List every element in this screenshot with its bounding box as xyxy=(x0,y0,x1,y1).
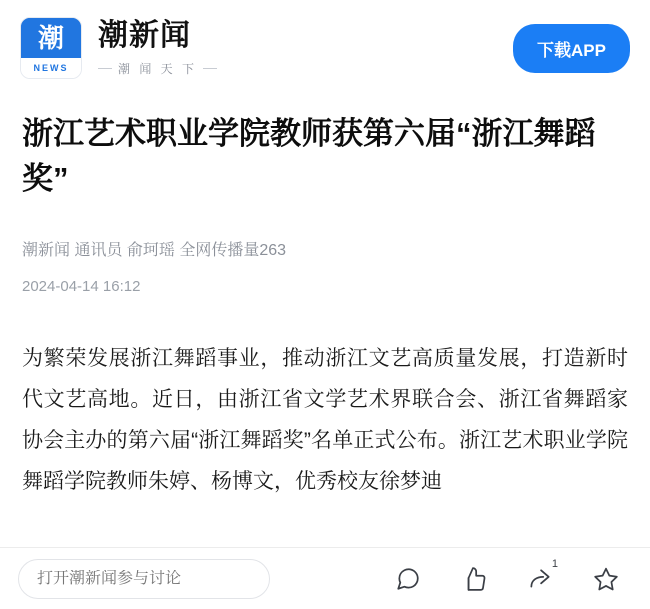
chao-news-logo[interactable] xyxy=(20,17,82,79)
bottom-action-bar xyxy=(0,547,650,609)
page-title: 浙江艺术职业学院教师获第六届“浙江舞蹈奖” xyxy=(22,116,596,196)
download-app-button[interactable]: 下载APP xyxy=(513,24,630,73)
brand-tagline-row xyxy=(98,60,217,77)
comment-input[interactable] xyxy=(37,570,251,588)
article-source: 潮新闻 通讯员 俞珂瑶 全网传播量263 xyxy=(22,241,287,259)
logo-top-block xyxy=(21,18,81,60)
comment-input-wrapper[interactable] xyxy=(18,559,270,599)
tagline-dash-right xyxy=(203,68,217,69)
logo-subtext: NEWS xyxy=(33,63,69,73)
article-content xyxy=(0,92,650,609)
action-icons xyxy=(394,557,632,593)
brand-block xyxy=(98,19,217,77)
star-icon[interactable] xyxy=(592,565,620,593)
share-icon[interactable] xyxy=(526,557,558,593)
article-timestamp: 2024-04-14 16:12 xyxy=(22,278,141,296)
logo-bottom-block xyxy=(21,58,81,78)
site-header xyxy=(0,0,650,92)
thumbs-up-icon[interactable] xyxy=(460,565,488,593)
comment-icon[interactable] xyxy=(394,565,422,593)
tagline-dash-left xyxy=(98,68,112,69)
logo-character: 潮 xyxy=(37,24,64,54)
brand-name: 潮新闻 xyxy=(98,19,191,52)
article-body: 为繁荣发展浙江舞蹈事业，推动浙江文艺高质量发展，打造新时代文艺高地。近日，由浙江省文学艺术界联合会、浙江省舞蹈家协会主办的第六届“浙江舞蹈奖”名单正式公布。浙江艺术职业学院舞蹈学院教师朱婷、杨博文，优秀校友徐梦迪 xyxy=(22,347,628,494)
brand-tagline: 潮 闻 天 下 xyxy=(118,62,198,76)
share-count-badge: 1 xyxy=(551,557,558,570)
